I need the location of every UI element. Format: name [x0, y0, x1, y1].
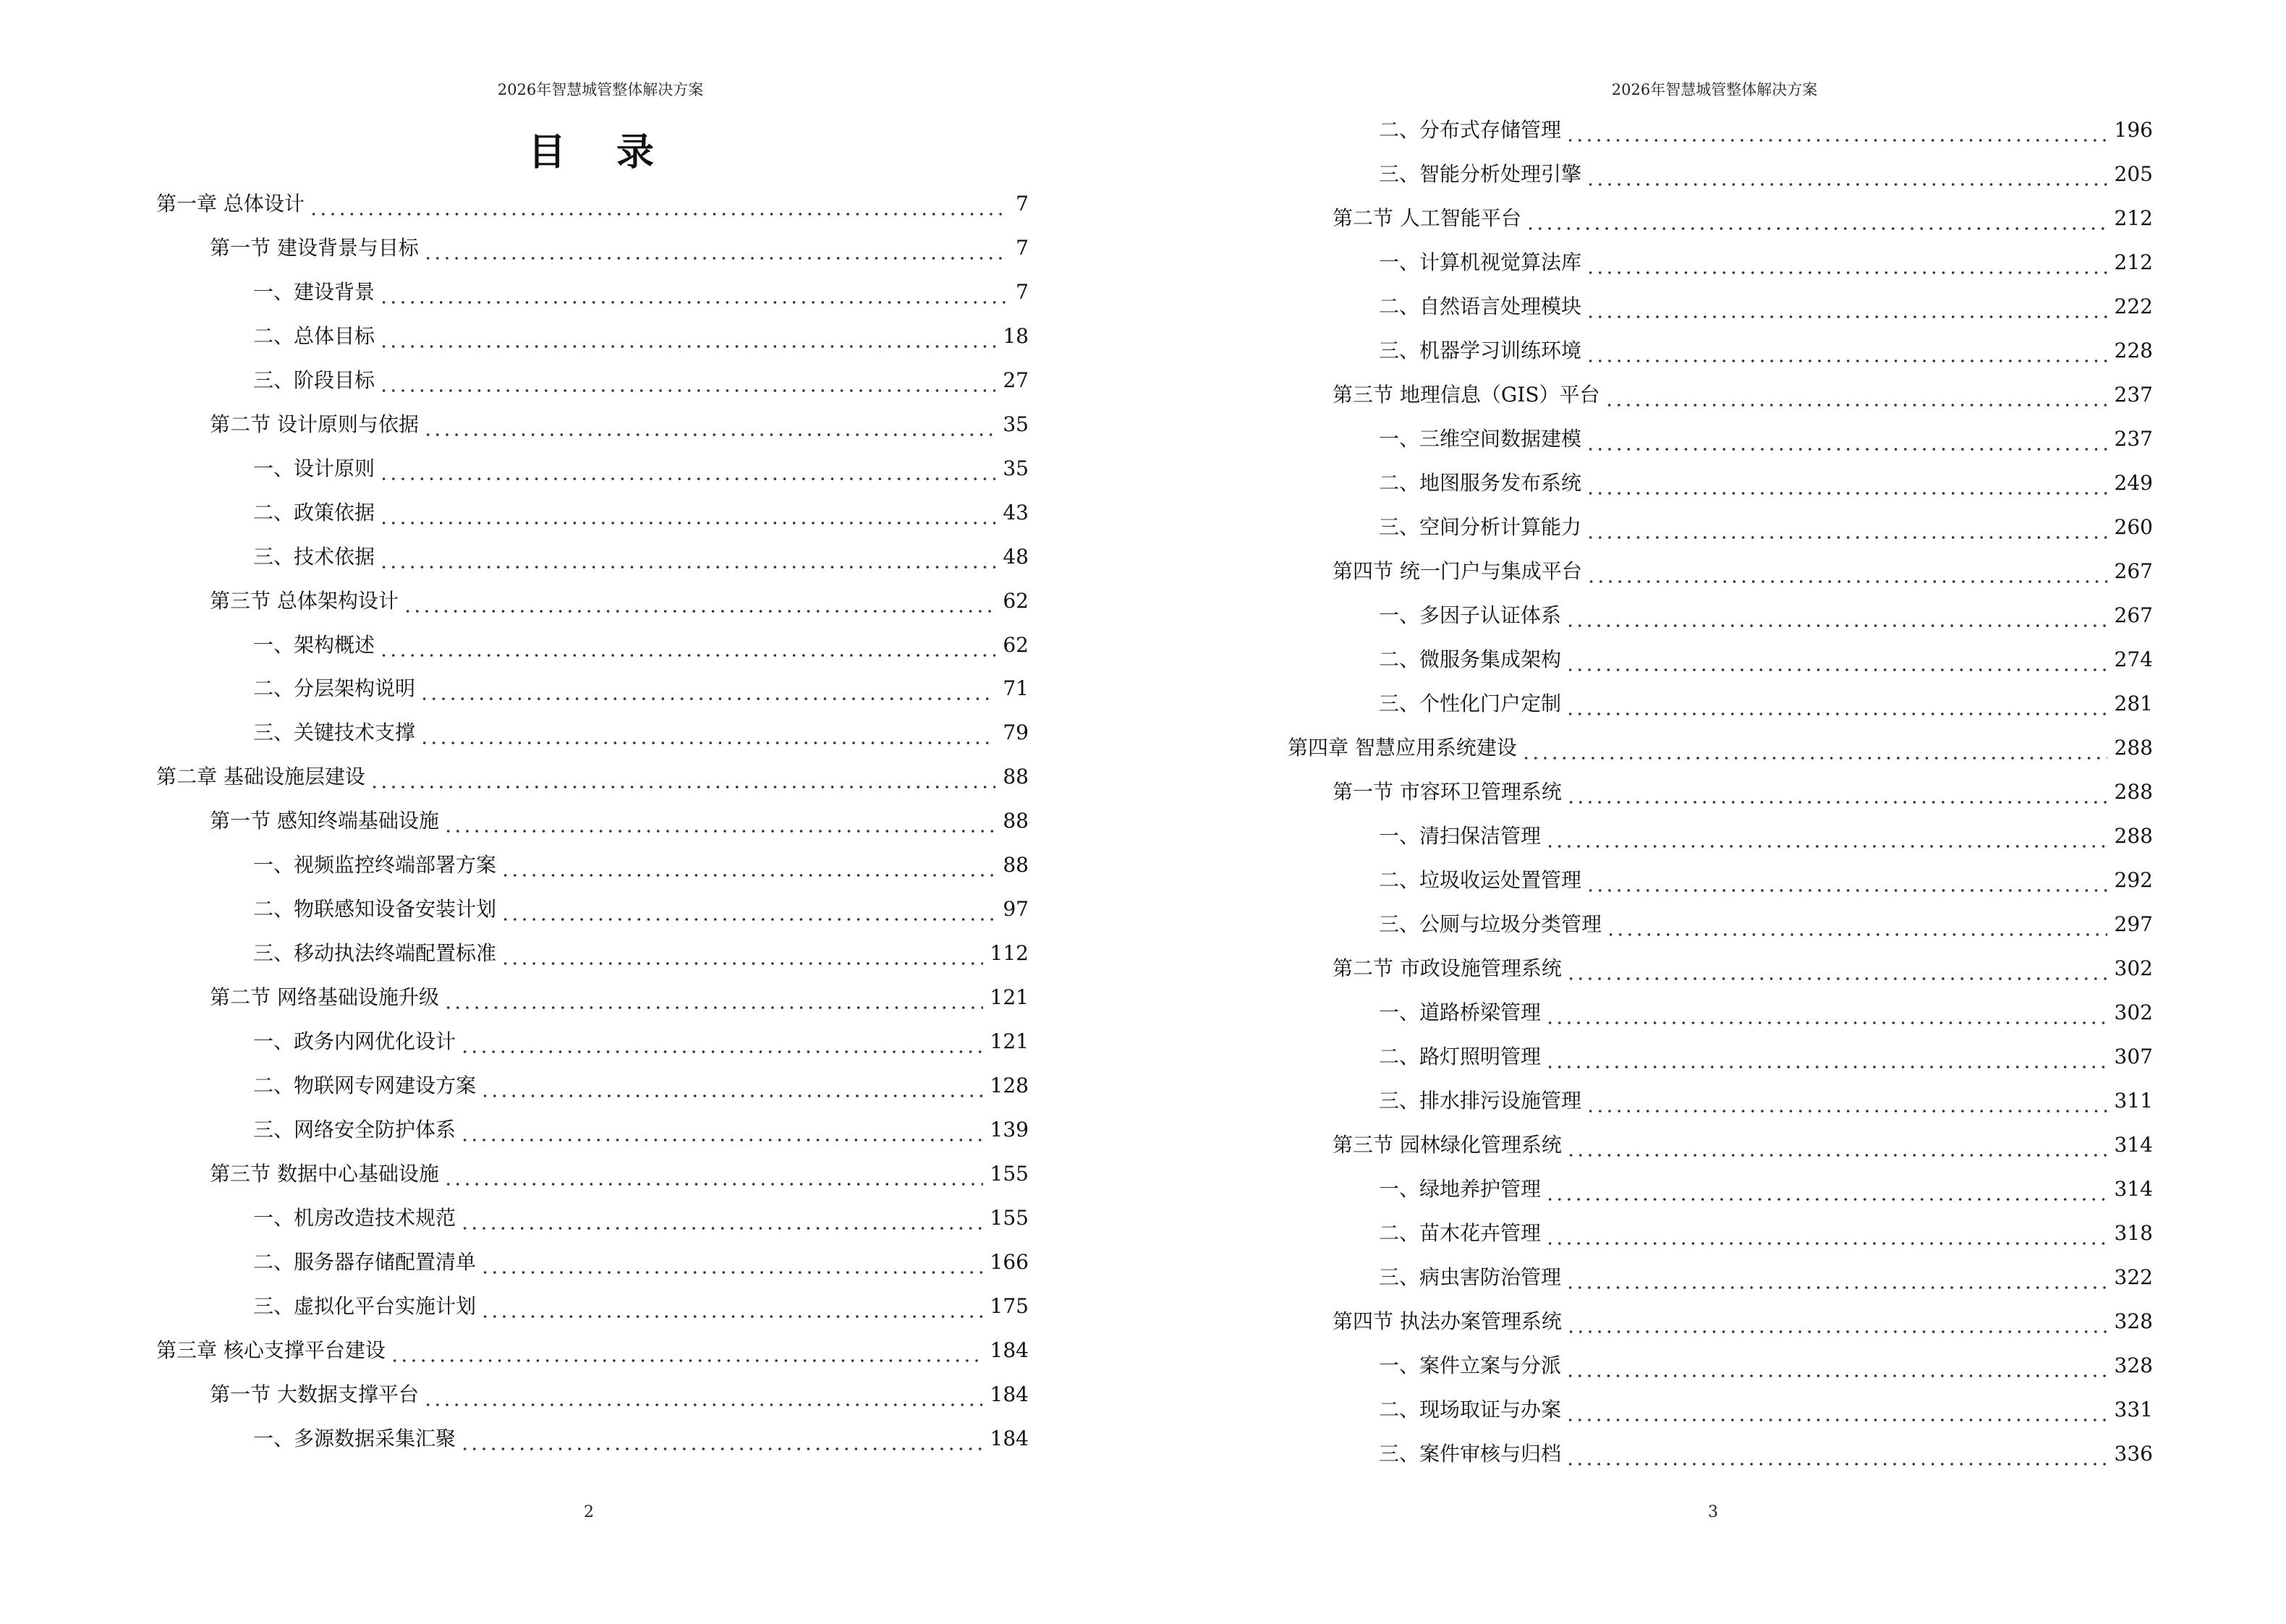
toc-entry-level-2[interactable] — [1333, 954, 2153, 983]
toc-entry-level-1[interactable] — [156, 1336, 1029, 1365]
toc-entry-level-1[interactable] — [1288, 734, 2153, 762]
toc-entry-label: 第一节 市容环卫管理系统 — [1333, 780, 1562, 804]
toc-entry-page: 196 — [2114, 118, 2153, 142]
toc-entry-level-3[interactable] — [1379, 910, 2153, 939]
dot-leader — [460, 1424, 983, 1453]
toc-entry-level-3[interactable] — [253, 1292, 1029, 1321]
dot-leader — [1605, 381, 2107, 409]
dot-leader — [1586, 292, 2107, 321]
dot-leader — [443, 807, 995, 836]
toc-entry-label: 第一节 感知终端基础设施 — [210, 809, 439, 833]
toc-entry-page: 267 — [2114, 603, 2153, 627]
toc-entry-label: 一、视频监控终端部署方案 — [253, 853, 497, 877]
toc-entry-label: 三、空间分析计算能力 — [1379, 515, 1582, 539]
toc-entry-page: 121 — [990, 1029, 1029, 1054]
toc-entry-level-2[interactable] — [210, 1380, 1029, 1409]
toc-entry-page: 71 — [1003, 676, 1029, 701]
toc-entry-level-3[interactable] — [1379, 645, 2153, 674]
toc-entry-page: 237 — [2114, 383, 2153, 407]
toc-entry-label: 二、服务器存储配置清单 — [253, 1249, 477, 1274]
toc-entry-page: 322 — [2114, 1265, 2153, 1289]
toc-entry-page: 314 — [2114, 1133, 2153, 1157]
toc-entry-label: 三、移动执法终端配置标准 — [253, 941, 497, 966]
toc-entry-label: 一、架构概述 — [253, 632, 375, 657]
toc-entry-page: 328 — [2114, 1309, 2153, 1333]
dot-leader — [1565, 116, 2107, 145]
page-number: 2 — [584, 1503, 594, 1521]
toc-entry-label: 二、政策依据 — [253, 500, 375, 524]
toc-entry-level-2[interactable] — [1333, 1307, 2153, 1336]
toc-entry-label: 一、清扫保洁管理 — [1379, 824, 1542, 848]
toc-entry-page: 260 — [2114, 515, 2153, 539]
toc-entry-label: 二、路灯照明管理 — [1379, 1045, 1542, 1068]
toc-entry-label: 第一节 大数据支撑平台 — [210, 1382, 419, 1406]
toc-entry-label: 三、关键技术支撑 — [253, 720, 416, 745]
dot-leader — [1545, 1219, 2107, 1248]
toc-entry-level-3[interactable] — [253, 631, 1029, 660]
dot-leader — [1586, 336, 2107, 365]
dot-leader — [443, 983, 983, 1012]
toc-entry-label: 第二节 人工智能平台 — [1333, 206, 1521, 230]
dot-leader — [480, 1292, 983, 1321]
toc-entry-label: 三、阶段目标 — [253, 367, 375, 392]
toc-entry-page: 112 — [990, 941, 1029, 966]
toc-entry-level-3[interactable] — [253, 1027, 1029, 1056]
toc-entry-page: 62 — [1003, 632, 1029, 657]
dot-leader — [1565, 645, 2107, 674]
toc-entry-label: 二、自然语言处理模块 — [1379, 294, 1582, 318]
toc-entry-label: 三、病虫害防治管理 — [1379, 1265, 1562, 1289]
toc-entry-level-3[interactable] — [253, 278, 1029, 307]
toc-entry-label: 第二节 设计原则与依据 — [210, 412, 419, 436]
toc-entry-page: 336 — [2114, 1442, 2153, 1466]
toc-entry-page: 88 — [1003, 765, 1029, 789]
toc-entry-page: 88 — [1003, 809, 1029, 833]
toc-entry-page: 292 — [2114, 868, 2153, 892]
toc-entry-label: 第三章 核心支撑平台建设 — [156, 1338, 386, 1362]
toc-entry-label: 第二节 市政设施管理系统 — [1333, 956, 1562, 980]
dot-leader — [390, 1336, 983, 1365]
dot-leader — [501, 851, 995, 880]
toc-entry-level-2[interactable] — [1333, 204, 2153, 233]
toc-entry-label: 二、微服务集成架构 — [1379, 647, 1562, 671]
toc-entry-level-3[interactable] — [253, 498, 1029, 527]
toc-entry-page: 288 — [2114, 780, 2153, 804]
toc-entry-level-3[interactable] — [253, 366, 1029, 395]
toc-entry-label: 第四章 智慧应用系统建设 — [1288, 736, 1517, 760]
toc-entry-label: 一、绿地养护管理 — [1379, 1177, 1542, 1201]
toc-entry-page: 35 — [1003, 412, 1029, 436]
dot-leader — [1545, 1042, 2107, 1071]
toc-entry-level-3[interactable] — [253, 674, 1029, 703]
toc-entry-label: 第三节 总体架构设计 — [210, 588, 399, 613]
toc-entry-page: 79 — [1003, 720, 1029, 745]
toc-entry-page: 175 — [990, 1293, 1029, 1318]
dot-leader — [1606, 910, 2107, 939]
toc-entry-page: 43 — [1003, 500, 1029, 524]
dot-leader — [480, 1071, 983, 1100]
toc-entry-page: 302 — [2114, 1000, 2153, 1024]
toc-entry-page: 212 — [2114, 250, 2153, 274]
toc-entry-level-3[interactable] — [253, 718, 1029, 747]
toc-entry-label: 一、案件立案与分派 — [1379, 1353, 1562, 1377]
toc-entry-page: 328 — [2114, 1353, 2153, 1377]
toc-entry-level-3[interactable] — [253, 1071, 1029, 1100]
dot-leader — [1586, 866, 2107, 895]
toc-entry-level-2[interactable] — [210, 1160, 1029, 1189]
dot-leader — [379, 278, 1008, 307]
toc-entry-label: 三、排水排污设施管理 — [1379, 1089, 1582, 1113]
toc-entry-page: 311 — [2114, 1089, 2153, 1113]
dot-leader — [379, 631, 995, 660]
document-page-right — [1143, 0, 2286, 1624]
toc-entry-level-3[interactable] — [253, 454, 1029, 483]
toc-entry-page: 297 — [2114, 912, 2153, 936]
toc-entry-page: 237 — [2114, 427, 2153, 451]
toc-entry-level-2[interactable] — [1333, 1131, 2153, 1160]
dot-leader — [1566, 1131, 2107, 1160]
running-header: 2026年智慧城管整体解决方案 — [1611, 81, 1818, 98]
toc-entry-page: 155 — [990, 1205, 1029, 1230]
dot-leader — [403, 587, 995, 616]
toc-entry-level-2[interactable] — [210, 410, 1029, 439]
toc-entry-level-2[interactable] — [210, 587, 1029, 616]
dot-leader — [1565, 1263, 2107, 1292]
toc-entry-page: 228 — [2114, 339, 2153, 362]
dot-leader — [379, 498, 995, 527]
toc-entry-level-2[interactable] — [210, 234, 1029, 263]
toc-entry-page: 166 — [990, 1249, 1029, 1274]
toc-entry-level-3[interactable] — [253, 322, 1029, 351]
toc-entry-label: 一、多源数据采集汇聚 — [253, 1426, 456, 1450]
toc-entry-page: 222 — [2114, 294, 2153, 318]
toc-entry-label: 一、政务内网优化设计 — [253, 1029, 456, 1054]
toc-entry-page: 212 — [2114, 206, 2153, 230]
toc-entry-page: 267 — [2114, 559, 2153, 583]
dot-leader — [1545, 1175, 2107, 1204]
dot-leader — [480, 1248, 983, 1277]
dot-leader — [423, 1380, 983, 1409]
toc-entry-page: 307 — [2114, 1045, 2153, 1068]
dot-leader — [1586, 425, 2107, 454]
dot-leader — [1566, 1307, 2107, 1336]
toc-entry-label: 二、物联网专网建设方案 — [253, 1074, 477, 1097]
toc-entry-label: 三、技术依据 — [253, 544, 375, 569]
toc-entry-page: 318 — [2114, 1221, 2153, 1245]
toc-entry-level-3[interactable] — [1379, 866, 2153, 895]
dot-leader — [1586, 160, 2107, 189]
toc-entry-label: 二、总体目标 — [253, 323, 375, 348]
toc-entry-label: 三、虚拟化平台实施计划 — [253, 1293, 477, 1318]
dot-leader — [443, 1160, 983, 1189]
toc-entry-level-3[interactable] — [253, 1204, 1029, 1233]
toc-entry-level-2[interactable] — [1333, 557, 2153, 586]
toc-entry-label: 一、计算机视觉算法库 — [1379, 250, 1582, 274]
toc-entry-label: 二、物联感知设备安装计划 — [253, 897, 497, 922]
toc-entry-level-3[interactable] — [253, 1248, 1029, 1277]
toc-entry-page: 184 — [990, 1382, 1029, 1406]
toc-entry-label: 第三节 数据中心基础设施 — [210, 1161, 439, 1186]
toc-entry-page: 281 — [2114, 692, 2153, 715]
toc-entry-page: 7 — [1016, 192, 1029, 216]
dot-leader — [1566, 954, 2107, 983]
toc-entry-page: 7 — [1016, 279, 1029, 304]
toc-entry-level-3[interactable] — [1379, 248, 2153, 277]
toc-entry-level-3[interactable] — [253, 851, 1029, 880]
toc-entry-page: 7 — [1016, 235, 1029, 260]
toc-entry-level-3[interactable] — [253, 939, 1029, 968]
toc-entry-label: 一、道路桥梁管理 — [1379, 1000, 1542, 1024]
toc-entry-label: 第一节 建设背景与目标 — [210, 235, 419, 260]
dot-leader — [501, 895, 995, 924]
dot-leader — [1521, 734, 2107, 762]
toc-entry-level-1[interactable] — [156, 762, 1029, 791]
toc-entry-page: 139 — [990, 1117, 1029, 1142]
running-header: 2026年智慧城管整体解决方案 — [497, 81, 704, 98]
toc-entry-level-3[interactable] — [253, 895, 1029, 924]
toc-entry-page: 288 — [2114, 736, 2153, 760]
toc-entry-label: 三、案件审核与归档 — [1379, 1442, 1562, 1466]
dot-leader — [1565, 1440, 2107, 1468]
dot-leader — [501, 939, 983, 968]
toc-entry-page: 88 — [1003, 853, 1029, 877]
dot-leader — [379, 366, 995, 395]
toc-entry-page: 128 — [990, 1074, 1029, 1097]
dot-leader — [420, 674, 995, 703]
toc-entry-level-3[interactable] — [253, 1424, 1029, 1453]
toc-entry-label: 三、个性化门户定制 — [1379, 692, 1562, 715]
toc-entry-label: 二、现场取证与办案 — [1379, 1398, 1562, 1421]
toc-entry-page: 97 — [1003, 897, 1029, 922]
toc-entry-label: 一、三维空间数据建模 — [1379, 427, 1582, 451]
toc-entry-page: 48 — [1003, 544, 1029, 569]
dot-leader — [379, 322, 995, 351]
dot-leader — [1565, 1395, 2107, 1424]
toc-entry-level-3[interactable] — [1379, 513, 2153, 542]
toc-entry-label: 二、分布式存储管理 — [1379, 118, 1562, 142]
toc-entry-page: 35 — [1003, 456, 1029, 480]
dot-leader — [1565, 689, 2107, 718]
dot-leader — [1586, 1087, 2107, 1115]
toc-entry-level-3[interactable] — [253, 543, 1029, 571]
dot-leader — [460, 1204, 983, 1233]
dot-leader — [1565, 601, 2107, 630]
toc-entry-level-3[interactable] — [1379, 1351, 2153, 1380]
toc-entry-level-1[interactable] — [156, 190, 1029, 218]
toc-entry-level-3[interactable] — [1379, 1395, 2153, 1424]
toc-entry-label: 三、机器学习训练环境 — [1379, 339, 1582, 362]
dot-leader — [1566, 778, 2107, 807]
toc-entry-page: 205 — [2114, 162, 2153, 186]
toc-entry-page: 314 — [2114, 1177, 2153, 1201]
toc-entry-level-3[interactable] — [1379, 160, 2153, 189]
dot-leader — [1565, 1351, 2107, 1380]
toc-entry-level-3[interactable] — [1379, 998, 2153, 1027]
dot-leader — [1586, 248, 2107, 277]
toc-entry-page: 331 — [2114, 1398, 2153, 1421]
dot-leader — [1526, 204, 2107, 233]
toc-entry-label: 一、建设背景 — [253, 279, 375, 304]
dot-leader — [460, 1115, 983, 1144]
dot-leader — [460, 1027, 983, 1056]
toc-entry-page: 302 — [2114, 956, 2153, 980]
toc-entry-label: 第三节 地理信息（GIS）平台 — [1333, 383, 1600, 407]
dot-leader — [370, 762, 995, 791]
toc-entry-label: 二、分层架构说明 — [253, 676, 416, 701]
toc-entry-level-3[interactable] — [1379, 822, 2153, 851]
dot-leader — [1545, 822, 2107, 851]
dot-leader — [1586, 469, 2107, 498]
toc-entry-level-2[interactable] — [1333, 381, 2153, 409]
toc-entry-page: 274 — [2114, 647, 2153, 671]
toc-entry-level-3[interactable] — [1379, 116, 2153, 145]
toc-entry-label: 第四节 执法办案管理系统 — [1333, 1309, 1562, 1333]
toc-entry-level-3[interactable] — [1379, 1219, 2153, 1248]
toc-entry-label: 三、智能分析处理引擎 — [1379, 162, 1582, 186]
toc-entry-label: 二、苗木花卉管理 — [1379, 1221, 1542, 1245]
page-number: 3 — [1708, 1503, 1718, 1521]
toc-entry-level-3[interactable] — [1379, 1263, 2153, 1292]
dot-leader — [379, 454, 995, 483]
toc-entry-level-3[interactable] — [1379, 1042, 2153, 1071]
toc-entry-label: 一、设计原则 — [253, 456, 375, 480]
toc-entry-page: 18 — [1003, 323, 1029, 348]
toc-entry-level-3[interactable] — [1379, 1087, 2153, 1115]
toc-entry-label: 三、公厕与垃圾分类管理 — [1379, 912, 1602, 936]
toc-entry-page: 184 — [990, 1338, 1029, 1362]
toc-entry-level-3[interactable] — [1379, 601, 2153, 630]
toc-entry-page: 288 — [2114, 824, 2153, 848]
toc-entry-level-3[interactable] — [1379, 336, 2153, 365]
dot-leader — [379, 543, 995, 571]
toc-entry-page: 121 — [990, 985, 1029, 1010]
dot-leader — [420, 718, 995, 747]
toc-entry-page: 184 — [990, 1426, 1029, 1450]
dot-leader — [1586, 513, 2107, 542]
toc-entry-level-3[interactable] — [1379, 292, 2153, 321]
toc-entry-label: 一、机房改造技术规范 — [253, 1205, 456, 1230]
toc-entry-label: 第三节 园林绿化管理系统 — [1333, 1133, 1562, 1157]
toc-entry-level-3[interactable] — [1379, 1175, 2153, 1204]
dot-leader — [423, 234, 1008, 263]
toc-entry-label: 第二节 网络基础设施升级 — [210, 985, 439, 1010]
toc-entry-label: 三、网络安全防护体系 — [253, 1117, 456, 1142]
toc-entry-page: 155 — [990, 1161, 1029, 1186]
toc-entry-label: 二、地图服务发布系统 — [1379, 471, 1582, 495]
toc-entry-label: 二、垃圾收运处置管理 — [1379, 868, 1582, 892]
toc-title: 目 录 — [527, 130, 674, 174]
dot-leader — [1586, 557, 2107, 586]
dot-leader — [423, 410, 995, 439]
toc-entry-label: 一、多因子认证体系 — [1379, 603, 1562, 627]
dot-leader — [1545, 998, 2107, 1027]
toc-entry-level-2[interactable] — [1333, 778, 2153, 807]
toc-entry-level-2[interactable] — [210, 983, 1029, 1012]
toc-entry-page: 62 — [1003, 588, 1029, 613]
toc-entry-label: 第一章 总体设计 — [156, 192, 305, 216]
toc-entry-level-2[interactable] — [210, 807, 1029, 836]
toc-entry-label: 第二章 基础设施层建设 — [156, 765, 365, 789]
dot-leader — [309, 190, 1008, 218]
toc-entry-page: 27 — [1003, 367, 1029, 392]
toc-entry-label: 第四节 统一门户与集成平台 — [1333, 559, 1582, 583]
toc-entry-level-3[interactable] — [1379, 1440, 2153, 1468]
toc-entry-level-3[interactable] — [253, 1115, 1029, 1144]
toc-entry-level-3[interactable] — [1379, 425, 2153, 454]
toc-entry-level-3[interactable] — [1379, 469, 2153, 498]
toc-entry-page: 249 — [2114, 471, 2153, 495]
toc-entry-level-3[interactable] — [1379, 689, 2153, 718]
